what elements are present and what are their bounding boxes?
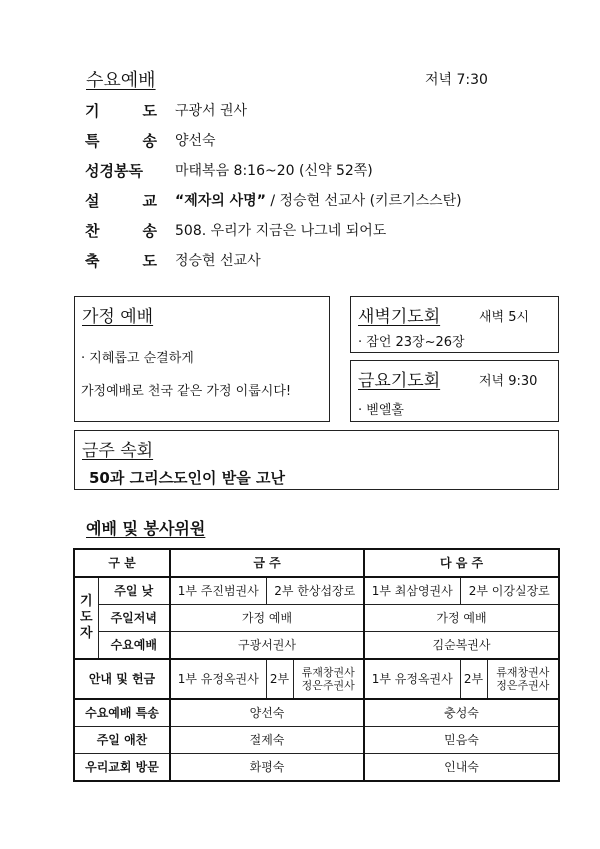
table-row: 수요예배 특송 양선숙 충성숙 (74, 699, 559, 727)
family-worship-box (74, 296, 330, 422)
table-row: 우리교회 방문 화평숙 인내숙 (74, 754, 559, 782)
friday-prayer-item: · 벧엘홀 (358, 403, 404, 418)
family-worship-title: 가정 예배 (82, 307, 154, 327)
scripture-value: 마태복음 8:16~20 (신약 52쪽) (175, 163, 373, 179)
table-row: 기도자 주일 낮 1부 주진범권사 2부 한상섭장로 1부 최삼영권사 2부 이강실장로 (74, 577, 559, 605)
table-header-row: 구 분 금 주 다 음 주 (74, 549, 559, 577)
staff-title: 예배 및 봉사위원 (86, 519, 206, 538)
wednesday-title: 수요예배 (86, 70, 156, 91)
friday-prayer-box (350, 360, 559, 422)
dawn-prayer-item: · 잠언 23장~26장 (358, 335, 465, 350)
hymn-value: 508. 우리가 지금은 나그네 되어도 (175, 223, 387, 239)
cell-group-text: 50과 그리스도인이 받을 고난 (89, 469, 285, 487)
table-row: 주일저녁 가정 예배 가정 예배 (74, 605, 559, 632)
family-worship-line1: · 지혜롭고 순결하게 (81, 351, 194, 366)
wednesday-time: 저녁 7:30 (425, 72, 488, 88)
cell-group-title: 금주 속회 (82, 441, 154, 461)
prayer-value: 구광서 권사 (175, 103, 248, 119)
row-special-song: 특 송 양선숙 (85, 131, 216, 150)
table-row: 주일 애찬 절제숙 믿음숙 (74, 727, 559, 754)
special-song-value: 양선숙 (175, 133, 216, 149)
dawn-prayer-time: 새벽 5시 (479, 310, 530, 325)
table-row: 수요예배 구광서권사 김순복권사 (74, 632, 559, 660)
friday-prayer-title: 금요기도회 (358, 371, 441, 391)
sermon-value: “제자의 사명” / 정승현 선교사 (키르기스스탄) (175, 193, 462, 209)
benediction-value: 정승현 선교사 (175, 253, 261, 269)
table-row: 안내 및 헌금 1부 유정옥권사 2부 류재창권사 정은주권사 1부 유정옥권사 2부 류재창권사 정은주권사 (74, 659, 559, 699)
dawn-prayer-title: 새벽기도회 (358, 307, 441, 327)
row-prayer: 기 도 구광서 권사 (85, 101, 248, 120)
dawn-prayer-box (350, 296, 559, 353)
row-hymn: 찬 송 508. 우리가 지금은 나그네 되어도 (85, 221, 387, 240)
family-worship-line2: 가정예배로 천국 같은 가정 이룹시다! (81, 384, 292, 399)
staff-table (73, 548, 560, 782)
row-benediction: 축 도 정승현 선교사 (85, 251, 261, 270)
row-scripture: 성경봉독 마태복음 8:16~20 (신약 52쪽) (85, 161, 373, 180)
row-sermon: 설 교 “제자의 사명” / 정승현 선교사 (키르기스스탄) (85, 191, 462, 210)
cell-group-box (74, 430, 559, 490)
friday-prayer-time: 저녁 9:30 (479, 374, 538, 389)
